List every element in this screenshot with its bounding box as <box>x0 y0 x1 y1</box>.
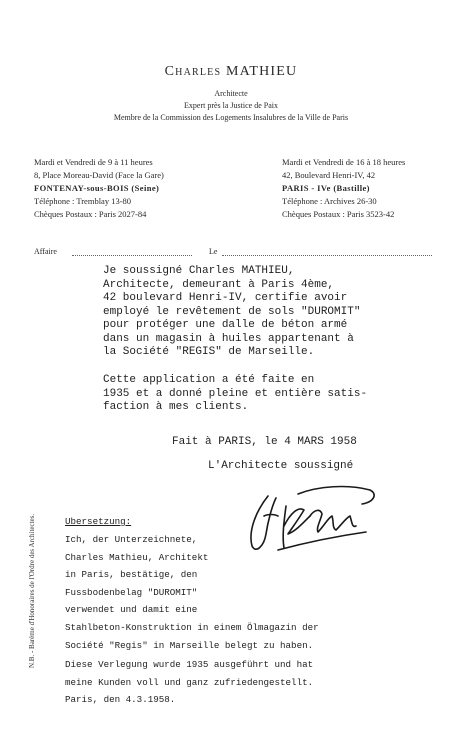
german-paragraph-1: Ich, der Unterzeichnete, Charles Mathieu, Architekt in Paris, bestätige, den Fussbodenbelag "DUROMIT" verwendet und damit eine Stahlbeton-Konstruktion in einem Ölmagazin der Société "Regis" in Marseille belegt zu haben. <box>65 534 319 651</box>
expertise: Expert près la Justice de Paix <box>184 101 278 110</box>
office-right <box>282 156 405 221</box>
margin-note: N.B. - Barème d'Honoraires de l'Ordre des Architectes. <box>28 513 36 668</box>
affaire-line <box>72 255 192 256</box>
office-left-hours: Mardi et Vendredi de 9 à 11 heures <box>34 157 153 167</box>
office-right-hours: Mardi et Vendredi de 16 à 18 heures <box>282 157 406 167</box>
office-left-postal: Chèques Postaux : Paris 2027-84 <box>34 209 147 219</box>
office-right-postal: Chèques Postaux : Paris 3523-42 <box>282 209 395 219</box>
affaire-label: Affaire <box>34 247 57 256</box>
french-paragraph-2: Cette application a été faite en 1935 et a donné pleine et entière satis- faction à mes clients. <box>103 374 368 413</box>
signatory: L'Architecte soussigné <box>208 460 354 472</box>
office-right-city: PARIS - IVe (Bastille) <box>282 183 370 193</box>
office-right-phone: Téléphone : Archives 26-30 <box>282 196 377 206</box>
date-label: Le <box>209 247 218 256</box>
office-left-street: 8, Place Moreau-David (Face la Gare) <box>34 170 164 180</box>
place-date: Fait à PARIS, le 4 MARS 1958 <box>172 436 357 448</box>
office-right-street: 42, Boulevard Henri-IV, 42 <box>282 170 376 180</box>
office-left <box>34 156 164 221</box>
office-left-city: FONTENAY-sous-BOIS (Seine) <box>34 183 160 193</box>
office-left-phone: Téléphone : Tremblay 13-80 <box>34 196 132 206</box>
french-paragraph-1: Je soussigné Charles MATHIEU, Architecte, demeurant à Paris 4ème, 42 boulevard Henri-IV, certifie avoir employé le revêtement de sols "DUROMIT" pour protéger une dalle de béton armé dans un magasin à huiles appartenant à la Société "REGIS" de Marseille. <box>103 265 361 358</box>
architect-name: Charles MATHIEU <box>164 64 298 79</box>
date-line <box>222 255 432 256</box>
membership: Membre de la Commission des Logements Insalubres de la Ville de Paris <box>113 113 349 122</box>
profession: Architecte <box>214 89 248 98</box>
translation-heading: Ubersetzung: <box>65 516 132 527</box>
german-paragraph-2: Diese Verlegung wurde 1935 ausgeführt und hat meine Kunden voll und ganz zufriedengestellt. Paris, den 4.3.1958. <box>65 659 314 706</box>
